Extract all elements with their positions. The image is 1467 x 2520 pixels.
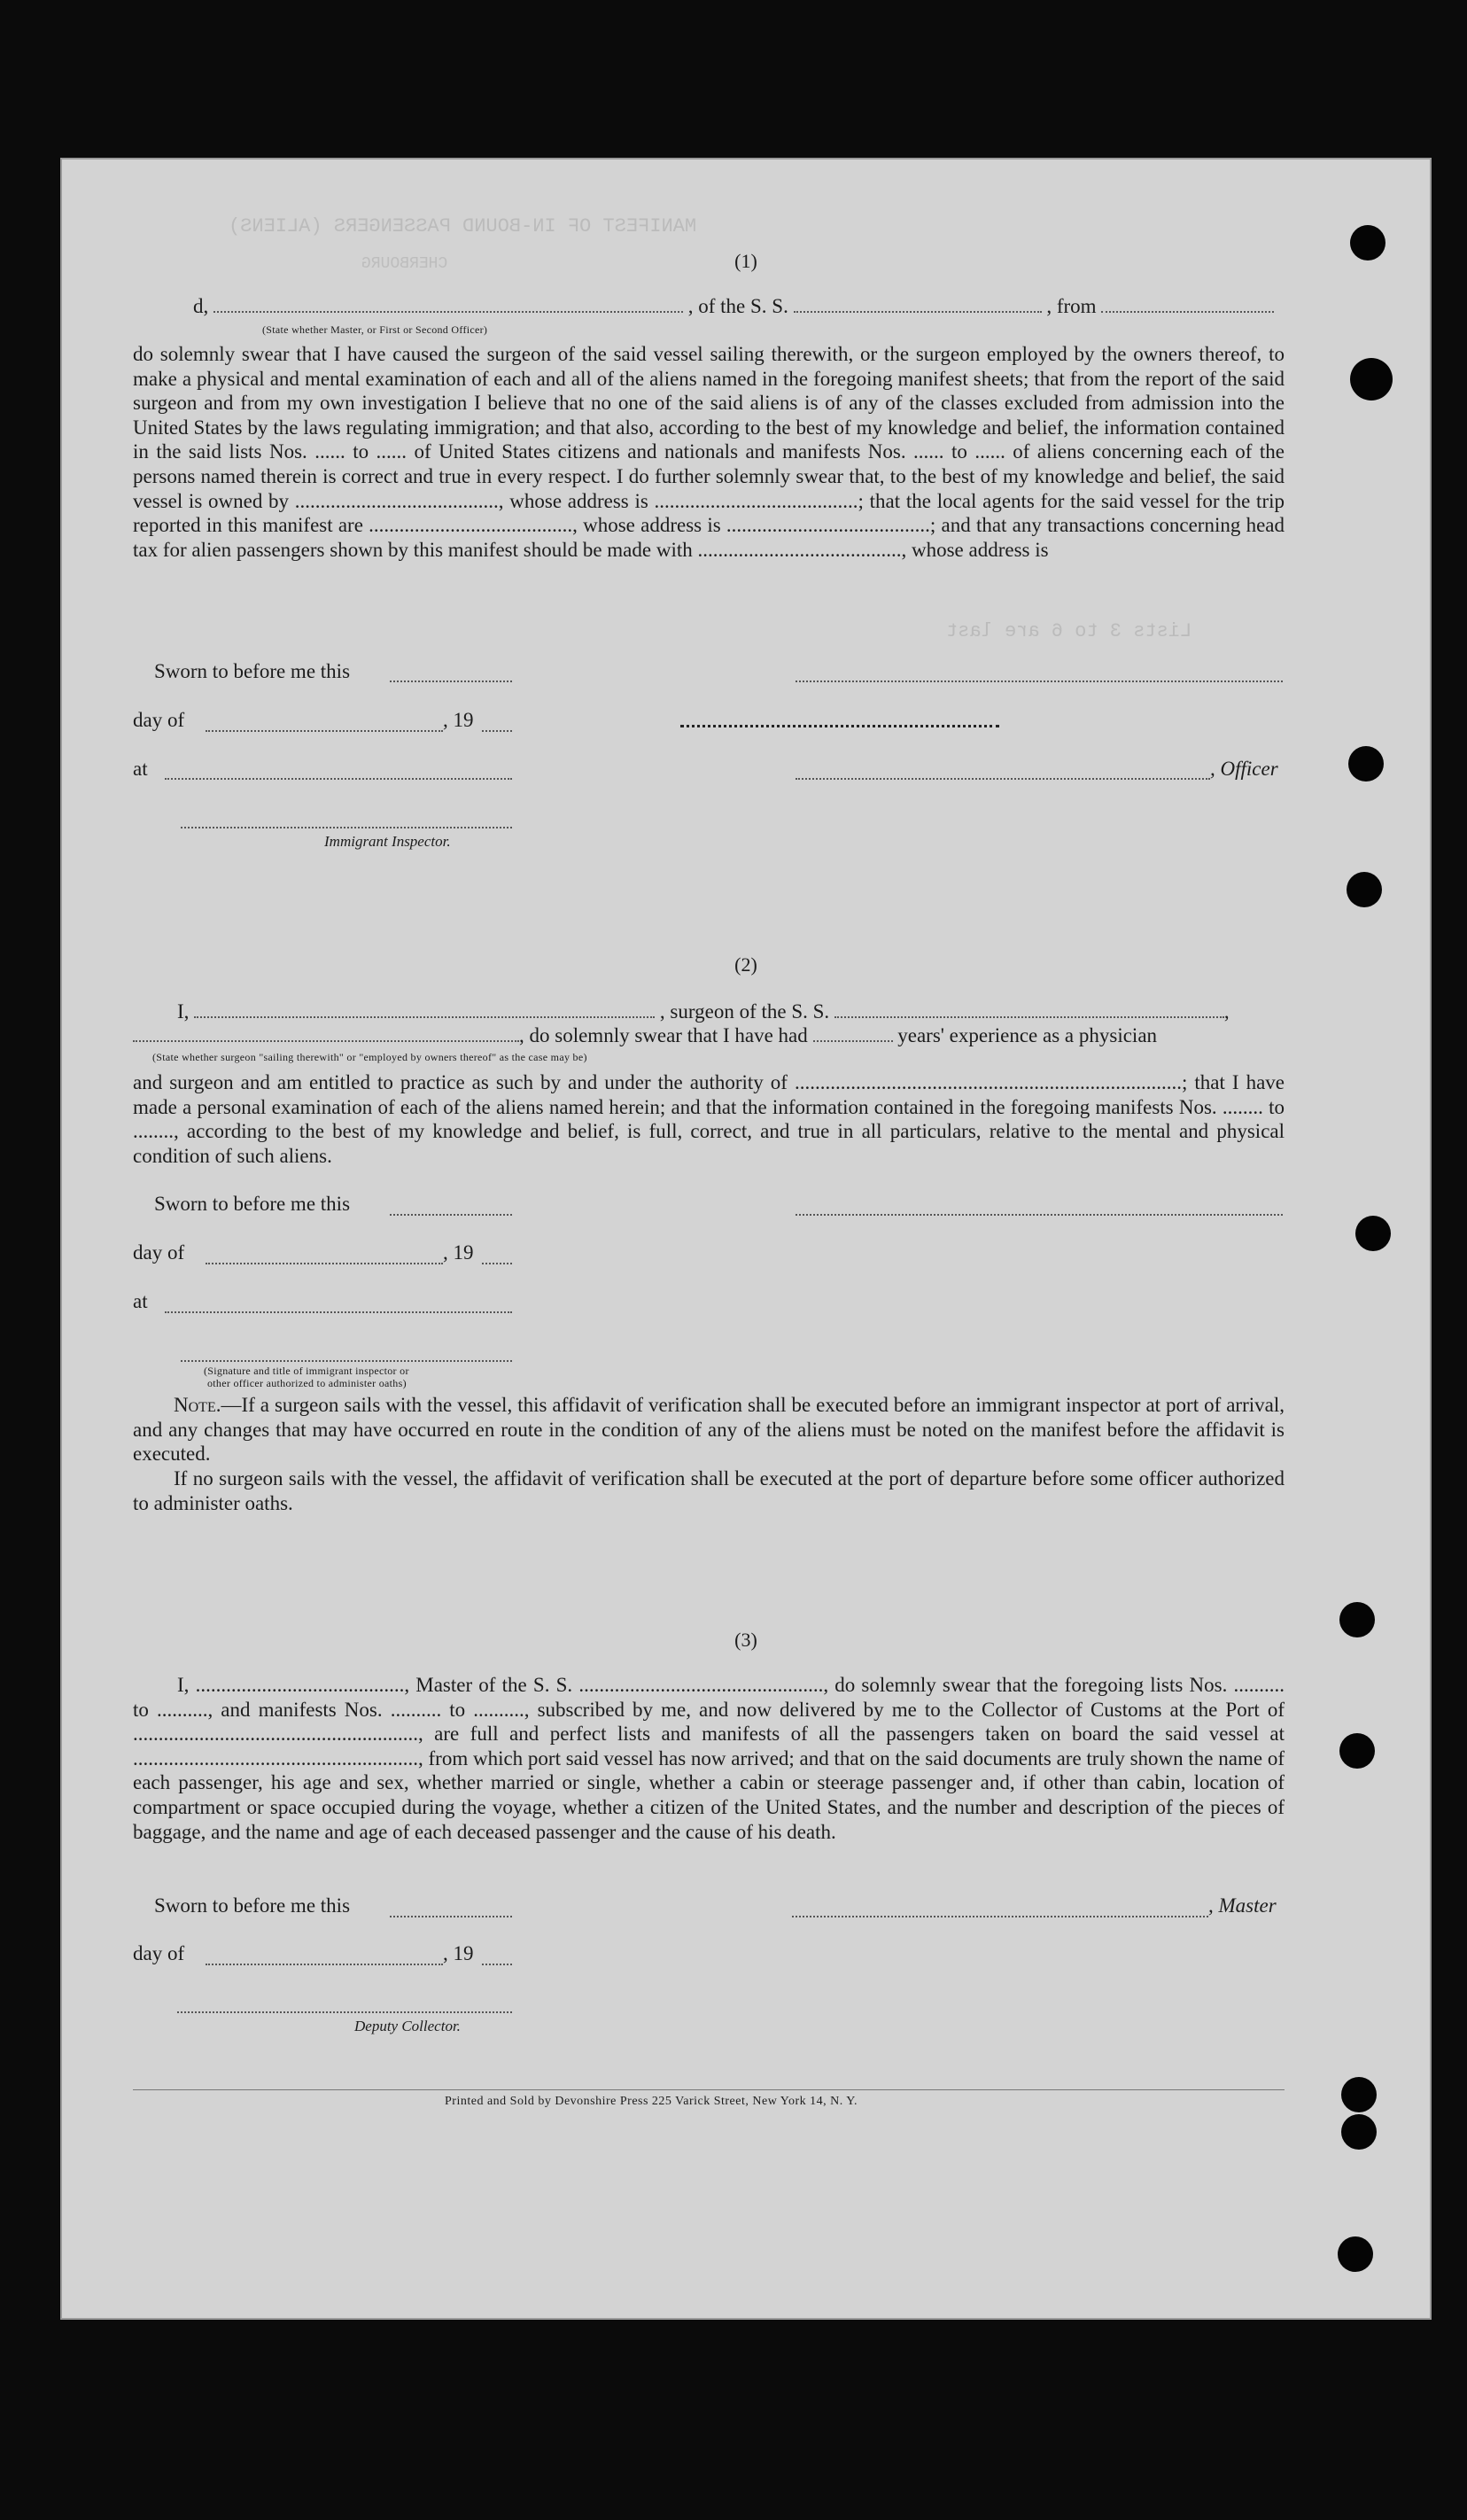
section2-sworn-field[interactable] xyxy=(390,1214,512,1216)
section1-number: (1) xyxy=(734,250,757,272)
section2-surgeon-of: , surgeon of the S. S. xyxy=(659,1000,830,1023)
ghost-lists-ref: Lists 3 to 6 are last xyxy=(946,620,1192,642)
binder-hole-8 xyxy=(1341,2077,1377,2112)
binder-hole-4 xyxy=(1347,872,1382,907)
section2-note xyxy=(133,1393,1285,1466)
section1-officer-label: , Officer xyxy=(1210,758,1278,780)
section3-body: I, ........................................., Master of the S. S. ................................................, do solemnly swear that the foregoing lists Nos. .......... to .........., and manifests Nos. .......... to .........., subscribed by me, and now delivered by me to the Collector of Customs at the Port of ........................................................, are full and perfect lists and manifests of all the passengers taken on board the said vessel at ........................................................, from which port said vessel has now arrived; and that on the said documents are truly shown the name of each passenger, his age and sex, whether married or single, whether a cabin or steerage passenger and, if other than cabin, location of compartment or space occupied during the voyage, whether a citizen of the United States, and the number and description of the pieces of baggage, and the name and age of each deceased passenger and the cause of his death. xyxy=(133,1674,1285,1843)
section3-deputy: Deputy Collector. xyxy=(354,2018,461,2034)
section2-note2: If no surgeon sails with the vessel, the affidavit of verification shall be executed at the port of departure before some officer authorized to administer oaths. xyxy=(133,1467,1285,1514)
years-field[interactable] xyxy=(813,1040,893,1042)
section1-day-field[interactable] xyxy=(206,730,443,732)
section3-day-of: day of xyxy=(133,1942,185,1964)
section3-deputy-field[interactable] xyxy=(177,2011,512,2013)
section3-sworn-field[interactable] xyxy=(390,1916,512,1917)
section3-master-field[interactable] xyxy=(792,1916,1208,1917)
section2-sig-field[interactable] xyxy=(181,1360,512,1362)
section2-year: , 19 xyxy=(443,1241,474,1264)
ghost-header-title: MANIFEST OF IN-BOUND PASSENGERS (ALIENS) xyxy=(229,215,697,237)
section2-day-of: day of xyxy=(133,1241,185,1264)
section2-sig-note-1: (Signature and title of immigrant inspector or xyxy=(204,1365,409,1377)
section2-swear: , do solemnly swear that I have had xyxy=(519,1024,808,1046)
section3-master-label: , Master xyxy=(1208,1894,1277,1917)
section2-body: and surgeon and am entitled to practice as such by and under the authority of ............................................................................; that I have made a personal examination of each of the aliens named herein; and that the information contained in the foregoing manifests Nos. ........ to ........, according to the best of my knowledge and belief, is full, correct, and true in all particulars, relative to the mental and physical condition of such aliens. xyxy=(133,1071,1285,1167)
section1-from: , from xyxy=(1046,295,1097,317)
surgeon-vessel-field[interactable] xyxy=(834,1016,1224,1018)
section2-sig-note-2: other officer authorized to administer oaths) xyxy=(207,1377,407,1389)
vessel-name-field[interactable] xyxy=(794,311,1042,313)
section2-at: at xyxy=(133,1290,148,1312)
section2-note-label: Note. xyxy=(174,1394,221,1416)
binder-hole-5 xyxy=(1355,1216,1391,1251)
section1-officer-note: (State whether Master, or First or Second Officer) xyxy=(262,323,488,336)
section1-year: , 19 xyxy=(443,709,474,731)
section1-at-field[interactable] xyxy=(165,778,512,780)
section3-sworn: Sworn to before me this xyxy=(154,1894,351,1917)
binder-hole-6 xyxy=(1339,1602,1375,1637)
footer-rule xyxy=(133,2089,1285,2090)
from-port-field[interactable] xyxy=(1101,311,1274,313)
section1-line1 xyxy=(193,295,1345,318)
section3-year-field[interactable] xyxy=(482,1964,512,1965)
section2-number: (2) xyxy=(734,953,757,976)
section1-sworn: Sworn to before me this xyxy=(154,660,351,682)
section1-officer xyxy=(1210,758,1278,781)
section2-i: I, xyxy=(177,1000,190,1023)
section1-body: do solemnly swear that I have caused the surgeon of the said vessel sailing therewith, or the surgeon employed by the owners thereof, to make a physical and mental examination of each and all of the aliens named in the foregoing manifest sheets; that from the report of the said surgeon and from my own investigation I believe that no one of the said aliens is of any of the classes excluded from admission into the United States by the laws regulating immigration; and that also, according to the best of my knowledge and belief, the information contained in the said lists Nos. ...... to ...... of United States citizens and nationals and manifests Nos. ...... to ...... of aliens concerning each of the persons named therein is correct and true in every respect. I do further solemnly swear that, to the best of my knowledge and belief, the said vessel is owned by ........................................, whose address is ........................................; that the local agents for the said vessel for the trip reported in this manifest are ........................................, whose address is ........................................; and that any transactions concerning head tax for alien passengers shown by this manifest should be made with ........................................, whose address is xyxy=(133,343,1285,561)
surgeon-name-field[interactable] xyxy=(194,1016,655,1018)
section2-sworn: Sworn to before me this xyxy=(154,1193,351,1215)
section2-day-field[interactable] xyxy=(206,1263,443,1264)
section3-master xyxy=(1208,1894,1277,1917)
section3-year: , 19 xyxy=(443,1942,474,1964)
section1-day-of: day of xyxy=(133,709,185,731)
section3-number: (3) xyxy=(734,1629,757,1651)
section1-officer-field[interactable] xyxy=(796,778,1210,780)
section1-of-ss: , of the S. S. xyxy=(687,295,788,317)
section2-status-note: (State whether surgeon "sailing therewith" or "employed by owners thereof" as the case may be) xyxy=(152,1051,587,1063)
section1-typed-dots xyxy=(680,725,999,727)
binder-hole-10 xyxy=(1338,2236,1373,2272)
binder-hole-9 xyxy=(1341,2114,1377,2150)
section3-day-field[interactable] xyxy=(206,1964,443,1965)
surgeon-status-field[interactable] xyxy=(133,1040,519,1042)
section1-inspector-field[interactable] xyxy=(181,827,512,828)
printer-footer: Printed and Sold by Devonshire Press 225 Varick Street, New York 14, N. Y. xyxy=(445,2095,858,2108)
section2-years: years' experience as a physician xyxy=(897,1024,1158,1046)
section1-inspector: Immigrant Inspector. xyxy=(324,833,451,850)
binder-hole-7 xyxy=(1339,1733,1375,1769)
binder-hole-1 xyxy=(1350,225,1386,261)
section2-signature-field[interactable] xyxy=(796,1214,1283,1216)
document-page xyxy=(60,158,1432,2320)
section2-line2 xyxy=(133,1024,1285,1047)
section1-year-field[interactable] xyxy=(482,730,512,732)
section2-year-field[interactable] xyxy=(482,1263,512,1264)
section1-sworn-field[interactable] xyxy=(390,681,512,682)
section2-line1: I, , surgeon of the S. S. , xyxy=(177,1000,1230,1023)
section2-at-field[interactable] xyxy=(165,1311,512,1313)
ghost-from-ref: CHERBOURG xyxy=(361,255,448,273)
section1-d: d, xyxy=(193,295,209,317)
section1-signature-field[interactable] xyxy=(796,681,1283,682)
binder-hole-3 xyxy=(1348,746,1384,782)
section1-at: at xyxy=(133,758,148,780)
binder-hole-2 xyxy=(1350,358,1393,401)
officer-name-field[interactable] xyxy=(213,311,683,313)
section2-note-text: —If a surgeon sails with the vessel, this affidavit of verification shall be executed before an immigrant inspector at port of arrival, and any changes that may have occurred en route in the condition of any of the aliens must be noted on the manifest before the affidavit is executed. xyxy=(133,1394,1285,1466)
